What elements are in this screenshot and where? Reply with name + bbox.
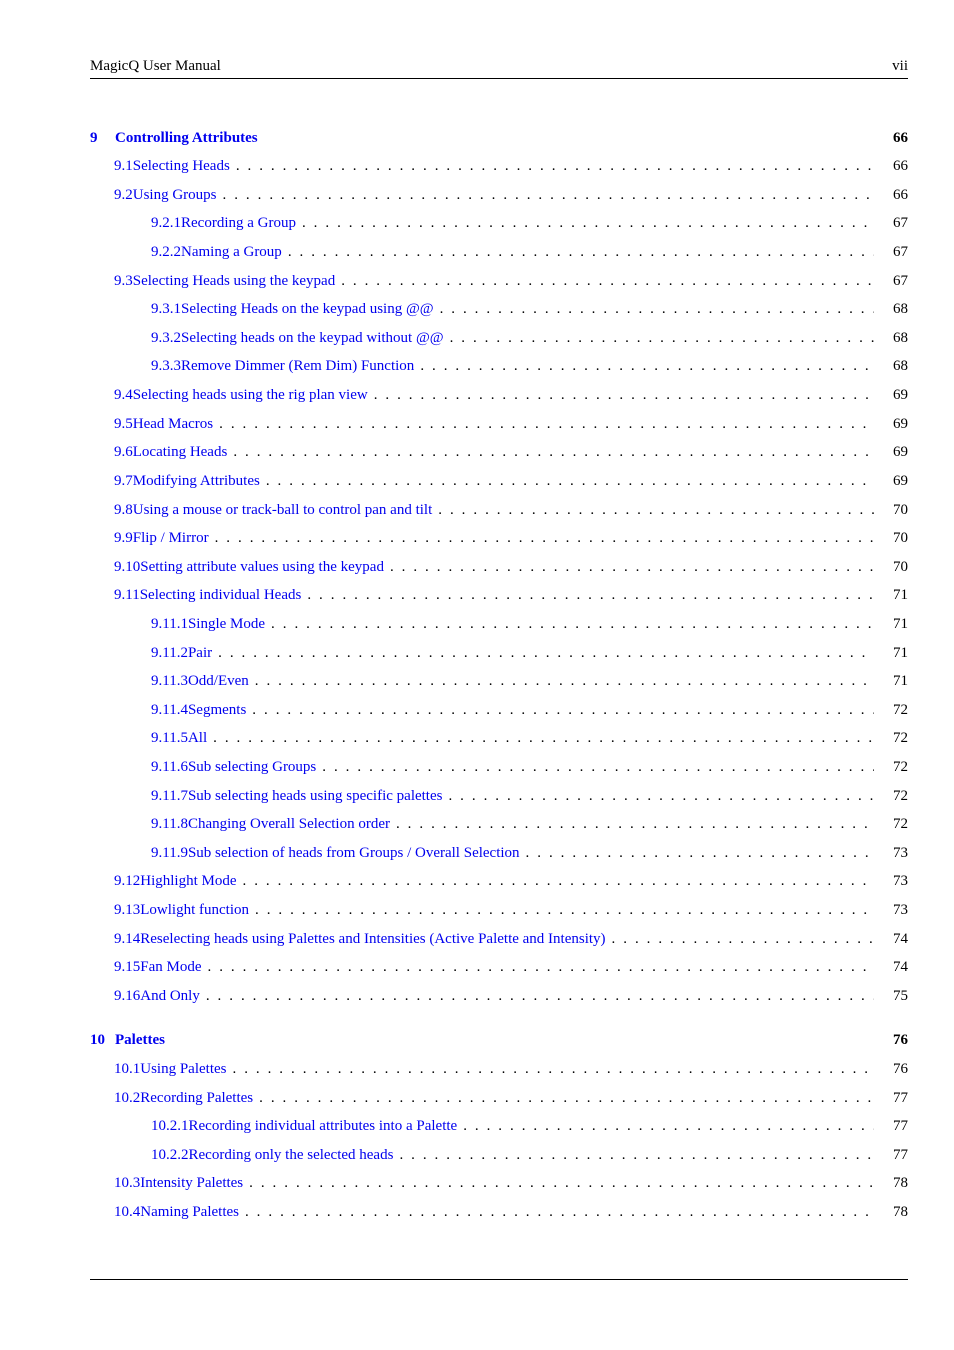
page-number: vii — [892, 58, 908, 74]
toc-entry-title[interactable]: Lowlight function — [140, 902, 249, 918]
toc-entry-title[interactable]: Naming Palettes — [140, 1204, 239, 1220]
toc-entry-page: 70 — [893, 502, 908, 518]
toc-entry-page: 69 — [893, 387, 908, 403]
toc-entry-title[interactable]: Using Groups — [132, 187, 217, 203]
toc-subsection-entry[interactable] — [151, 643, 908, 663]
toc-entry-number[interactable]: 9.11.6 — [151, 759, 188, 775]
toc-subsection-entry[interactable] — [151, 728, 908, 748]
toc-entry-page: 75 — [893, 988, 908, 1004]
toc-entry-title[interactable]: Recording only the selected heads — [188, 1147, 394, 1163]
toc-section-entry[interactable] — [114, 557, 908, 577]
toc-dot-leader — [259, 1088, 874, 1108]
toc-entry-title[interactable]: Selecting individual Heads — [139, 587, 302, 603]
toc-entry-number[interactable]: 9.4 — [114, 387, 133, 403]
toc-dot-leader — [218, 643, 874, 663]
manual-title: MagicQ User Manual — [90, 58, 221, 74]
toc-entry-number[interactable]: 9.11.4 — [151, 702, 188, 718]
toc-subsection-entry[interactable] — [151, 299, 908, 319]
toc-dot-leader — [612, 929, 874, 949]
toc-section-entry[interactable] — [114, 271, 908, 291]
toc-dot-leader — [255, 900, 874, 920]
toc-entry-page: 73 — [893, 873, 908, 889]
toc-entry-number[interactable]: 9.11.7 — [151, 788, 188, 804]
toc-entry-number[interactable]: 9.1 — [114, 158, 133, 174]
toc-subsection-entry[interactable] — [151, 757, 908, 777]
toc-entry-number[interactable]: 9.12 — [114, 873, 141, 889]
toc-dot-leader — [249, 1173, 874, 1193]
toc-entry-number[interactable]: 9.3 — [114, 273, 133, 289]
toc-entry-number[interactable]: 9.3.1 — [151, 301, 181, 317]
toc-subsection-entry[interactable] — [151, 786, 908, 806]
toc-entry-title[interactable]: Pair — [187, 645, 213, 661]
toc-section-entry[interactable] — [114, 156, 908, 176]
toc-dot-leader — [307, 585, 874, 605]
toc-dot-leader — [440, 299, 874, 319]
toc-subsection-entry[interactable] — [151, 213, 908, 233]
toc-entry-page: 67 — [893, 215, 908, 231]
toc-subsection-entry[interactable] — [151, 328, 908, 348]
toc-section-entry[interactable] — [114, 900, 908, 920]
toc-entry-page: 72 — [893, 788, 908, 804]
toc-subsection-entry[interactable] — [151, 1145, 908, 1165]
toc-entry-number[interactable]: 9.14 — [114, 931, 141, 947]
toc-section-entry[interactable] — [114, 500, 908, 520]
toc-dot-leader — [399, 1145, 874, 1165]
toc-entry-title[interactable]: Using Palettes — [140, 1061, 227, 1077]
toc-entry-page: 74 — [893, 931, 908, 947]
toc-entry-number[interactable]: 9.2.2 — [151, 244, 181, 260]
toc-dot-leader — [266, 471, 874, 491]
toc-chapter-entry[interactable] — [90, 1030, 908, 1050]
toc-subsection-entry[interactable] — [151, 671, 908, 691]
toc-dot-leader — [450, 328, 874, 348]
toc-dot-leader — [302, 213, 874, 233]
toc-subsection-entry[interactable] — [151, 843, 908, 863]
toc-entry-number[interactable]: 9.5 — [114, 416, 133, 432]
toc-entry-number[interactable]: 10.1 — [114, 1061, 141, 1077]
toc-entry-number[interactable]: 9.6 — [114, 444, 133, 460]
toc-entry-page: 71 — [893, 587, 908, 603]
toc-entry-number[interactable]: 9.8 — [114, 502, 133, 518]
toc-dot-leader — [243, 871, 875, 891]
toc-entry-title[interactable]: Recording a Group — [181, 215, 296, 231]
toc-subsection-entry[interactable] — [151, 1116, 908, 1136]
toc-section-entry[interactable] — [114, 442, 908, 462]
toc-section-entry[interactable] — [114, 471, 908, 491]
toc-entry-title[interactable]: Fan Mode — [140, 959, 202, 975]
toc-entry-title[interactable]: Selecting heads on the keypad without @@ — [181, 330, 444, 346]
toc-entry-title[interactable]: Sub selection of heads from Groups / Overall Selection — [187, 845, 520, 861]
toc-entry-number[interactable]: 9.2.1 — [151, 215, 181, 231]
toc-entry-page: 72 — [893, 759, 908, 775]
toc-entry-number[interactable]: 9.15 — [114, 959, 141, 975]
toc-entry-page: 77 — [893, 1147, 908, 1163]
toc-section-entry[interactable] — [114, 929, 908, 949]
toc-entry-title[interactable]: Highlight Mode — [140, 873, 237, 889]
toc-entry-page: 68 — [893, 301, 908, 317]
toc-section-entry[interactable] — [114, 871, 908, 891]
toc-entry-title[interactable]: Sub selecting Groups — [187, 759, 317, 775]
toc-dot-leader — [223, 185, 874, 205]
toc-entry-page: 73 — [893, 902, 908, 918]
toc-entry-page: 66 — [893, 130, 908, 146]
toc-dot-leader — [245, 1202, 874, 1222]
toc-dot-leader — [206, 986, 874, 1006]
toc-subsection-entry[interactable] — [151, 242, 908, 262]
toc-entry-number[interactable]: 9.13 — [114, 902, 141, 918]
toc-entry-page: 71 — [893, 645, 908, 661]
toc-entry-number[interactable]: 9.3.2 — [151, 330, 181, 346]
toc-entry-title[interactable]: Palettes — [115, 1032, 165, 1048]
toc-entry-page: 72 — [893, 816, 908, 832]
toc-section-entry[interactable] — [114, 1173, 908, 1193]
toc-dot-leader — [252, 700, 874, 720]
toc-entry-number[interactable]: 10.2.2 — [151, 1147, 189, 1163]
toc-entry-title[interactable]: Intensity Palettes — [140, 1175, 244, 1191]
toc-subsection-entry[interactable] — [151, 356, 908, 376]
toc-entry-page: 70 — [893, 559, 908, 575]
toc-entry-number[interactable]: 9.3.3 — [151, 358, 181, 374]
toc-entry-page: 70 — [893, 530, 908, 546]
page-header — [90, 56, 908, 79]
toc-entry-title[interactable]: Selecting Heads using the keypad — [132, 273, 336, 289]
toc-entry-number[interactable]: 10.2 — [114, 1090, 141, 1106]
toc-entry-title[interactable]: Using a mouse or track-ball to control pan and tilt — [132, 502, 433, 518]
toc-dot-leader — [526, 843, 874, 863]
toc-dot-leader — [448, 786, 874, 806]
toc-dot-leader — [288, 242, 874, 262]
toc-dot-leader — [341, 271, 874, 291]
toc-dot-leader — [420, 356, 874, 376]
toc-entry-number[interactable]: 9.11.2 — [151, 645, 188, 661]
toc-entry-page: 76 — [893, 1032, 908, 1048]
toc-entry-number[interactable]: 10 — [90, 1032, 105, 1048]
toc-entry-title[interactable]: All — [187, 730, 208, 746]
toc-entry-number[interactable]: 9.11.1 — [151, 616, 188, 632]
toc-section-entry[interactable] — [114, 385, 908, 405]
toc-chapter-entry[interactable] — [90, 128, 908, 148]
toc-entry-number[interactable]: 9.11.5 — [151, 730, 188, 746]
toc-entry-page: 72 — [893, 730, 908, 746]
toc-entry-title[interactable]: Modifying Attributes — [132, 473, 260, 489]
toc-entry-page: 76 — [893, 1061, 908, 1077]
toc-entry-title[interactable]: Selecting Heads — [132, 158, 230, 174]
toc-entry-title[interactable]: Single Mode — [187, 616, 266, 632]
toc-entry-page: 72 — [893, 702, 908, 718]
toc-entry-page: 66 — [893, 187, 908, 203]
toc-entry-page: 73 — [893, 845, 908, 861]
toc-entry-number[interactable]: 10.3 — [114, 1175, 141, 1191]
toc-entry-number[interactable]: 9.16 — [114, 988, 141, 1004]
toc-entry-title[interactable]: Segments — [187, 702, 247, 718]
toc-section-entry[interactable] — [114, 1202, 908, 1222]
toc-entry-page: 68 — [893, 358, 908, 374]
toc-entry-number[interactable]: 9.11.9 — [151, 845, 188, 861]
toc-section-entry[interactable] — [114, 185, 908, 205]
toc-section-entry[interactable] — [114, 1059, 908, 1079]
toc-entry-number[interactable]: 9.9 — [114, 530, 133, 546]
toc-entry-title[interactable]: Naming a Group — [181, 244, 282, 260]
toc-dot-leader — [322, 757, 874, 777]
toc-entry-page: 71 — [893, 616, 908, 632]
toc-entry-page: 77 — [893, 1118, 908, 1134]
toc-entry-title[interactable]: Head Macros — [132, 416, 214, 432]
toc-entry-title[interactable]: Reselecting heads using Palettes and Intensities (Active Palette and Intensity) — [140, 931, 606, 947]
toc-entry-number[interactable]: 10.4 — [114, 1204, 141, 1220]
toc-entry-page: 78 — [893, 1204, 908, 1220]
toc-entry-title[interactable]: Locating Heads — [132, 444, 228, 460]
toc-entry-title[interactable]: Odd/Even — [187, 673, 249, 689]
toc-entry-title[interactable]: Changing Overall Selection order — [187, 816, 390, 832]
toc-section-entry[interactable] — [114, 585, 908, 605]
toc-dot-leader — [390, 557, 874, 577]
toc-dot-leader — [374, 385, 874, 405]
toc-entry-page: 74 — [893, 959, 908, 975]
toc-section-entry[interactable] — [114, 957, 908, 977]
toc-entry-page: 77 — [893, 1090, 908, 1106]
footer-rule — [90, 1279, 908, 1280]
toc-entry-number[interactable]: 9.11 — [114, 587, 140, 603]
toc-section-entry[interactable] — [114, 414, 908, 434]
toc-dot-leader — [208, 957, 875, 977]
toc-entry-page: 67 — [893, 244, 908, 260]
toc-entry-title[interactable]: Controlling Attributes — [115, 130, 258, 146]
toc-dot-leader — [396, 814, 874, 834]
toc-dot-leader — [271, 614, 874, 634]
toc-entry-title[interactable]: Recording Palettes — [140, 1090, 254, 1106]
toc-section-entry[interactable] — [114, 986, 908, 1006]
toc-entry-title[interactable]: Sub selecting heads using specific palettes — [187, 788, 443, 804]
toc-entry-number[interactable]: 9.11.3 — [151, 673, 188, 689]
toc-entry-title[interactable]: Recording individual attributes into a Palette — [188, 1118, 458, 1134]
toc-dot-leader — [215, 528, 874, 548]
toc-section-entry[interactable] — [114, 1088, 908, 1108]
toc-entry-title[interactable]: And Only — [140, 988, 200, 1004]
toc-entry-page: 67 — [893, 273, 908, 289]
toc-entry-number[interactable]: 9.10 — [114, 559, 141, 575]
toc-entry-number[interactable]: 9 — [90, 130, 98, 146]
toc-section-entry[interactable] — [114, 528, 908, 548]
toc-dot-leader — [463, 1116, 874, 1136]
toc-dot-leader — [233, 442, 874, 462]
toc-entry-title[interactable]: Remove Dimmer (Rem Dim) Function — [181, 358, 415, 374]
toc-entry-number[interactable]: 9.2 — [114, 187, 133, 203]
toc-entry-number[interactable]: 9.11.8 — [151, 816, 188, 832]
toc-entry-title[interactable]: Selecting heads using the rig plan view — [132, 387, 368, 403]
toc-subsection-entry[interactable] — [151, 814, 908, 834]
toc-entry-page: 69 — [893, 444, 908, 460]
toc-entry-number[interactable]: 10.2.1 — [151, 1118, 189, 1134]
toc-entry-page: 66 — [893, 158, 908, 174]
toc-entry-page: 69 — [893, 416, 908, 432]
toc-dot-leader — [236, 156, 874, 176]
toc-entry-page: 68 — [893, 330, 908, 346]
toc-dot-leader — [219, 414, 874, 434]
toc-entry-page: 69 — [893, 473, 908, 489]
toc-entry-title[interactable]: Setting attribute values using the keypad — [140, 559, 384, 575]
toc-subsection-entry[interactable] — [151, 700, 908, 720]
toc-dot-leader — [233, 1059, 875, 1079]
toc-entry-title[interactable]: Selecting Heads on the keypad using @@ — [181, 301, 434, 317]
toc-entry-page: 78 — [893, 1175, 908, 1191]
toc-entry-title[interactable]: Flip / Mirror — [132, 530, 209, 546]
toc-subsection-entry[interactable] — [151, 614, 908, 634]
toc-entry-number[interactable]: 9.7 — [114, 473, 133, 489]
toc-dot-leader — [213, 728, 874, 748]
toc-entry-page: 71 — [893, 673, 908, 689]
toc-dot-leader — [255, 671, 874, 691]
toc-dot-leader — [438, 500, 874, 520]
